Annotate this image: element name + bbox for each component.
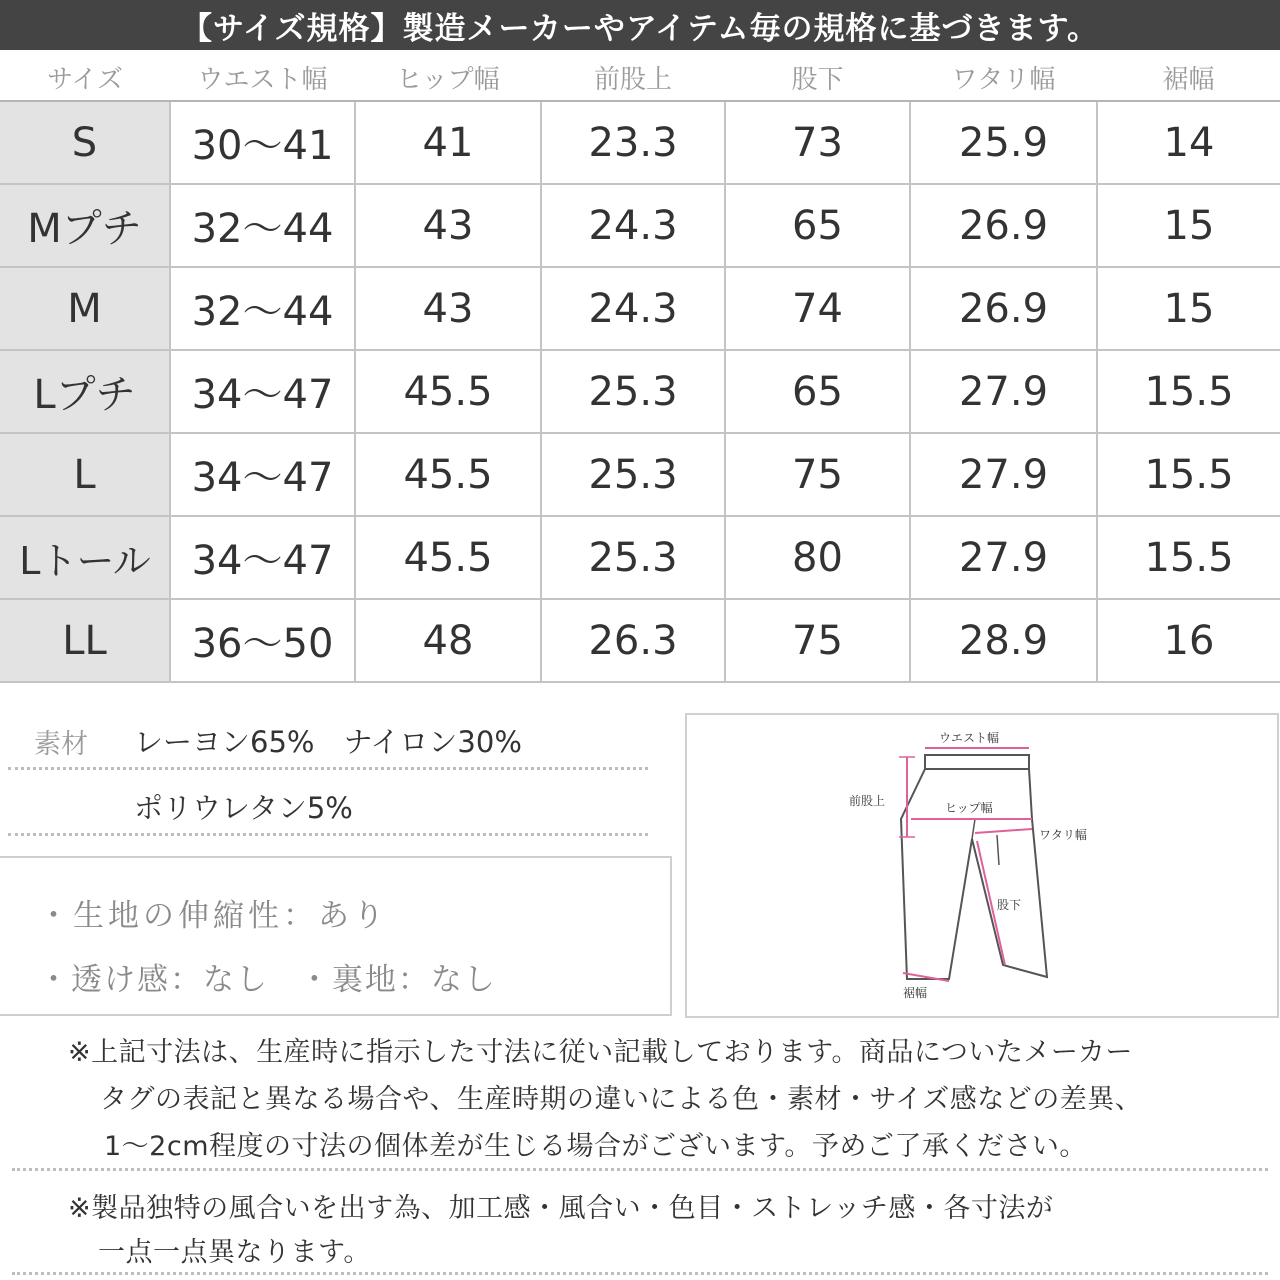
table-cell: 25.3 (541, 516, 725, 599)
thigh-label: ワタリ幅 (1039, 828, 1087, 842)
pants-illustration (687, 715, 1277, 1016)
stretch-property: ・生地の伸縮性：あり (38, 898, 388, 934)
material-composition-1: レーヨン65% ナイロン30% (134, 725, 522, 759)
size-cell: Mプチ (0, 184, 170, 267)
size-cell: Lトール (0, 516, 170, 599)
table-cell: 30〜41 (170, 101, 355, 184)
table-cell: 65 (725, 184, 910, 267)
table-cell: 34〜47 (170, 516, 355, 599)
table-cell: 25.3 (541, 350, 725, 433)
table-cell: 25.9 (910, 101, 1097, 184)
table-cell: 41 (355, 101, 541, 184)
table-row (0, 599, 1280, 682)
table-cell: 45.5 (355, 516, 541, 599)
sheer-lining-properties (38, 954, 515, 999)
pants-measurement-diagram (685, 713, 1279, 1018)
table-cell: 73 (725, 101, 910, 184)
table-cell: 75 (725, 433, 910, 516)
size-cell: LL (0, 599, 170, 682)
table-cell: 23.3 (541, 101, 725, 184)
disclaimer-line-1: ※上記寸法は、生産時に指示した寸法に従い記載しております。商品についたメーカー (68, 1037, 1133, 1068)
table-cell: 32〜44 (170, 184, 355, 267)
hip-label: ヒップ幅 (945, 801, 993, 815)
table-cell: 25.3 (541, 433, 725, 516)
table-cell: 43 (355, 267, 541, 350)
header-thigh: ワタリ幅 (910, 54, 1097, 101)
fabric-properties-box (0, 856, 672, 1016)
size-cell: M (0, 267, 170, 350)
disclaimer-line-4: ※製品独特の風合いを出す為、加工感・風合い・色目・ストレッチ感・各寸法が (68, 1193, 1054, 1224)
table-row (0, 267, 1280, 350)
table-cell: 43 (355, 184, 541, 267)
dotted-divider (12, 1272, 1268, 1275)
hem-label: 裾幅 (903, 986, 928, 1000)
table-row (0, 516, 1280, 599)
header-size: サイズ (0, 54, 170, 101)
table-row (0, 184, 1280, 267)
table-cell: 75 (725, 599, 910, 682)
table-cell: 15.5 (1097, 433, 1280, 516)
header-hem: 裾幅 (1097, 54, 1280, 101)
table-cell: 15.5 (1097, 516, 1280, 599)
table-cell: 65 (725, 350, 910, 433)
table-cell: 26.9 (910, 184, 1097, 267)
material-composition-2: ポリウレタン5% (134, 791, 353, 825)
disclaimer-line-5: 一点一点異なります。 (98, 1237, 371, 1268)
table-cell: 14 (1097, 101, 1280, 184)
size-spec-banner: 【サイズ規格】製造メーカーやアイテム毎の規格に基づきます。 (0, 0, 1280, 50)
table-cell: 26.3 (541, 599, 725, 682)
disclaimer-line-3: 1〜2cm程度の寸法の個体差が生じる場合がございます。予めご了承ください。 (104, 1131, 1087, 1162)
table-cell: 45.5 (355, 433, 541, 516)
table-header-row (0, 54, 1280, 101)
size-table (0, 54, 1280, 683)
size-cell: L (0, 433, 170, 516)
table-cell: 24.3 (541, 267, 725, 350)
header-waist: ウエスト幅 (170, 54, 355, 101)
table-row (0, 350, 1280, 433)
table-cell: 26.9 (910, 267, 1097, 350)
table-cell: 34〜47 (170, 350, 355, 433)
table-cell: 27.9 (910, 516, 1097, 599)
table-cell: 16 (1097, 599, 1280, 682)
table-cell: 32〜44 (170, 267, 355, 350)
table-cell: 74 (725, 267, 910, 350)
size-cell: Lプチ (0, 350, 170, 433)
table-cell: 34〜47 (170, 433, 355, 516)
inseam-label: 股下 (997, 898, 1022, 912)
table-cell: 27.9 (910, 350, 1097, 433)
lining-property: ・裏地：なし (298, 962, 497, 998)
dotted-divider (12, 1168, 1268, 1171)
header-hip: ヒップ幅 (355, 54, 541, 101)
table-row (0, 433, 1280, 516)
table-cell: 27.9 (910, 433, 1097, 516)
size-cell: S (0, 101, 170, 184)
table-cell: 80 (725, 516, 910, 599)
table-row (0, 101, 1280, 184)
material-label: 素材 (34, 729, 88, 760)
table-cell: 24.3 (541, 184, 725, 267)
table-cell: 48 (355, 599, 541, 682)
sheer-property: ・透け感：なし (38, 962, 269, 998)
disclaimer-line-2: タグの表記と異なる場合や、生産時期の違いによる色・素材・サイズ感などの差異、 (100, 1084, 1143, 1115)
table-cell: 28.9 (910, 599, 1097, 682)
dotted-divider (8, 833, 648, 836)
table-cell: 15.5 (1097, 350, 1280, 433)
dotted-divider (8, 767, 648, 770)
table-cell: 45.5 (355, 350, 541, 433)
header-front-rise: 前股上 (541, 54, 725, 101)
table-cell: 36〜50 (170, 599, 355, 682)
header-inseam: 股下 (725, 54, 910, 101)
table-cell: 15 (1097, 267, 1280, 350)
front-rise-label: 前股上 (849, 794, 886, 808)
table-cell: 15 (1097, 184, 1280, 267)
waist-label: ウエスト幅 (939, 731, 1000, 745)
